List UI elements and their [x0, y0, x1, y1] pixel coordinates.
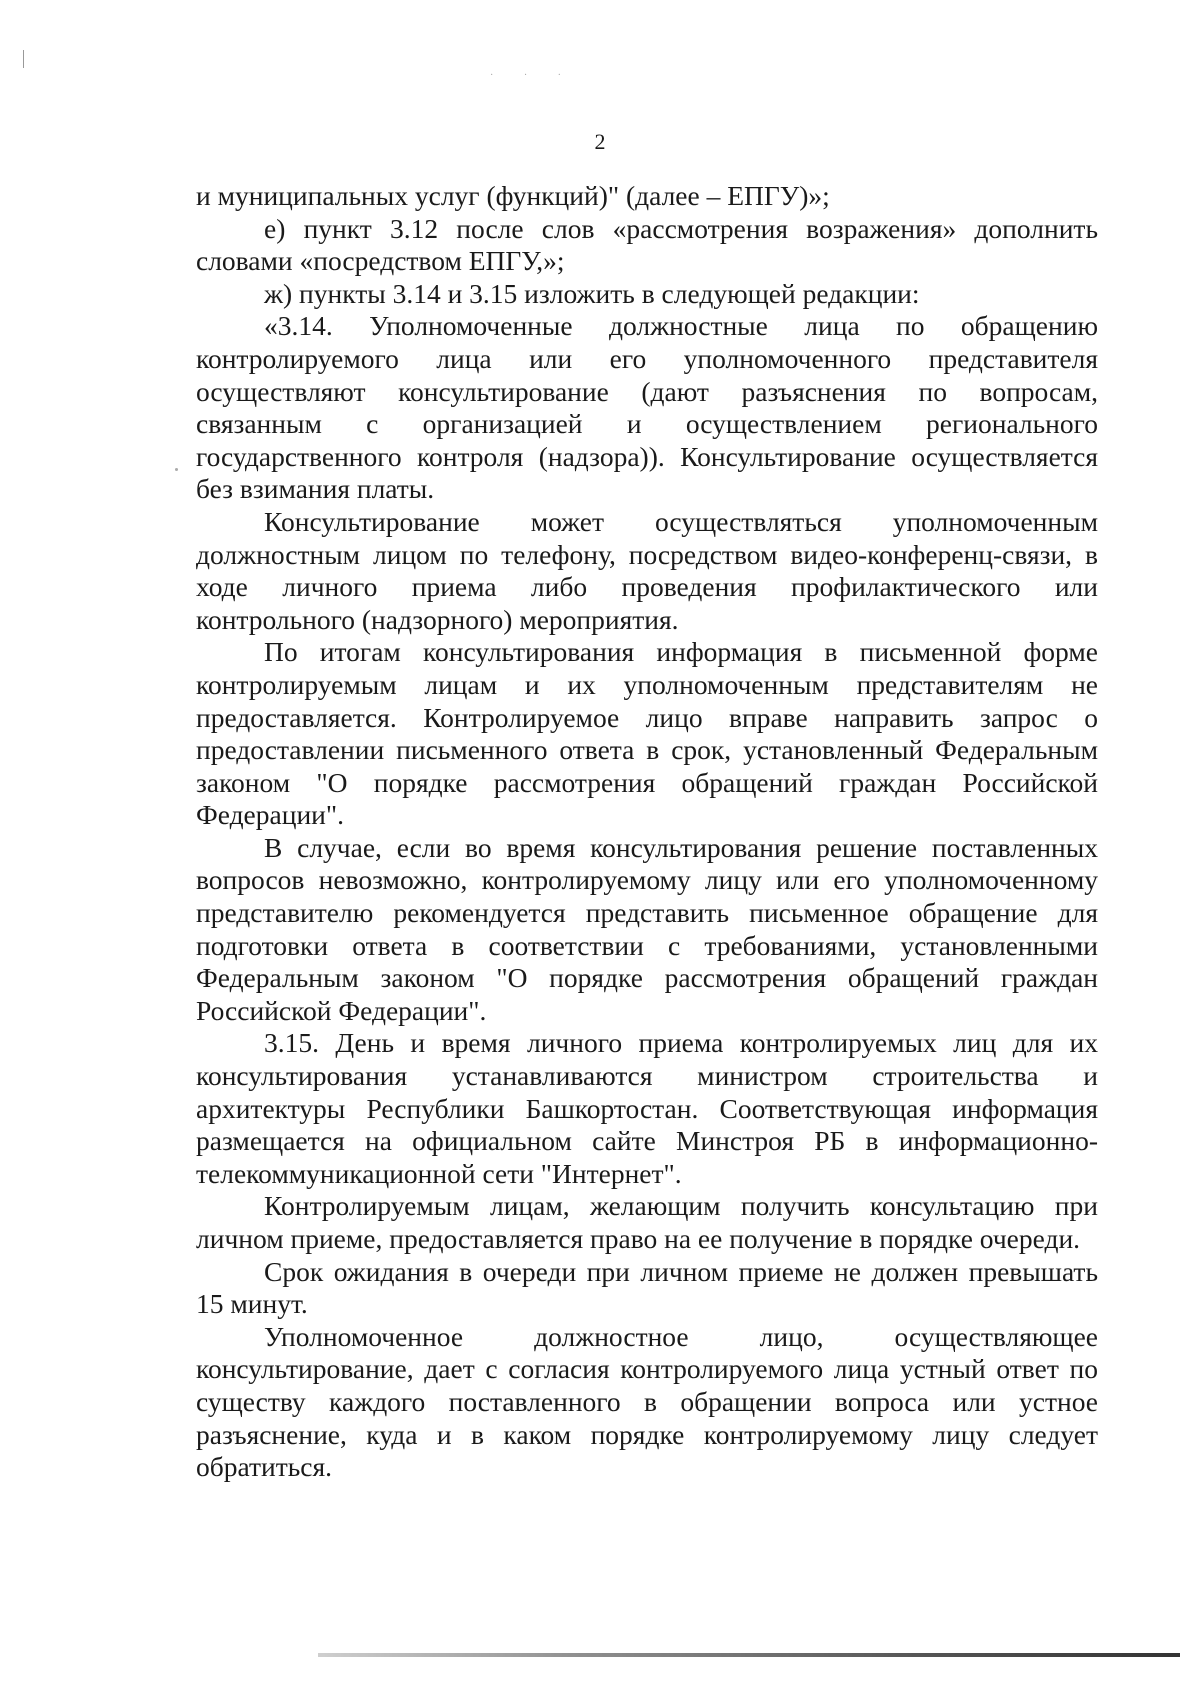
paragraph-3-14: «3.14. Уполномоченные должностные лица по обращению контролируемого лица или его уполномоченного представителя осуществляют консультирование (дают разъяснения по вопросам, связанным с организацией и осуществлением регионального государственного контроля (надзора)). Консультирование осуществляется без взимания платы.	[196, 310, 1098, 505]
paragraph-consulting-results: По итогам консультирования информация в письменной форме контролируемым лицам и их уполномоченным представителям не предоставляется. Контролируемое лицо вправе направить запрос о предоставлении письменного ответа в срок, установленный Федеральным законом "О порядке рассмотрения обращений граждан Российской Федерации".	[196, 636, 1098, 831]
page-number: 2	[594, 129, 606, 154]
paragraph-queue: Контролируемым лицам, желающим получить консультацию при личном приеме, предоставляется право на ее получение в порядке очереди.	[196, 1190, 1098, 1254]
paragraph-oral-answer: Уполномоченное должностное лицо, осуществляющее консультирование, дает с согласия контролируемого лица устный ответ по существу каждого поставленного в обращении вопроса или устное разъяснение, куда и в каком порядке контролируемому лицу следует обратиться.	[196, 1320, 1098, 1483]
paragraph-consulting-methods: Консультирование может осуществляться уполномоченным должностным лицом по телефону, посредством видео-конференц-связи, в ходе личного приема либо проведения профилактического или контрольного (надзорного) мероприятия.	[196, 505, 1098, 635]
paragraph-3-15: 3.15. День и время личного приема контролируемых лиц для их консультирования устанавливаются министром строительства и архитектуры Республики Башкортостан. Соответствующая информация размещается на официальном сайте Минстроя РБ в информационно-телекоммуникационной сети "Интернет".	[196, 1027, 1098, 1189]
paragraph-written-request: В случае, если во время консультирования решение поставленных вопросов невозможно, контролируемому лицу или его уполномоченному представителю рекомендуется представить письменное обращение для подготовки ответа в соответствии с требованиями, установленными Федеральным законом "О порядке рассмотрения обращений граждан Российской Федерации".	[196, 831, 1098, 1026]
paragraph-continuation: и муниципальных услуг (функций)" (далее – ЕПГУ)»;	[196, 180, 830, 211]
scan-artifact-dots: · · ·	[490, 70, 575, 81]
scan-artifact-dot	[175, 468, 178, 471]
scan-edge-mark	[23, 50, 24, 68]
document-body	[196, 180, 1098, 1484]
paragraph-item-e: е) пункт 3.12 после слов «рассмотрения возражения» дополнить словами «посредством ЕПГУ,»;	[196, 212, 1098, 277]
paragraph-waiting-time: Срок ожидания в очереди при личном приеме не должен превышать 15 минут.	[196, 1255, 1098, 1320]
bottom-scan-rule	[318, 1653, 1180, 1657]
paragraph-item-zh: ж) пункты 3.14 и 3.15 изложить в следующей редакции:	[264, 277, 920, 309]
